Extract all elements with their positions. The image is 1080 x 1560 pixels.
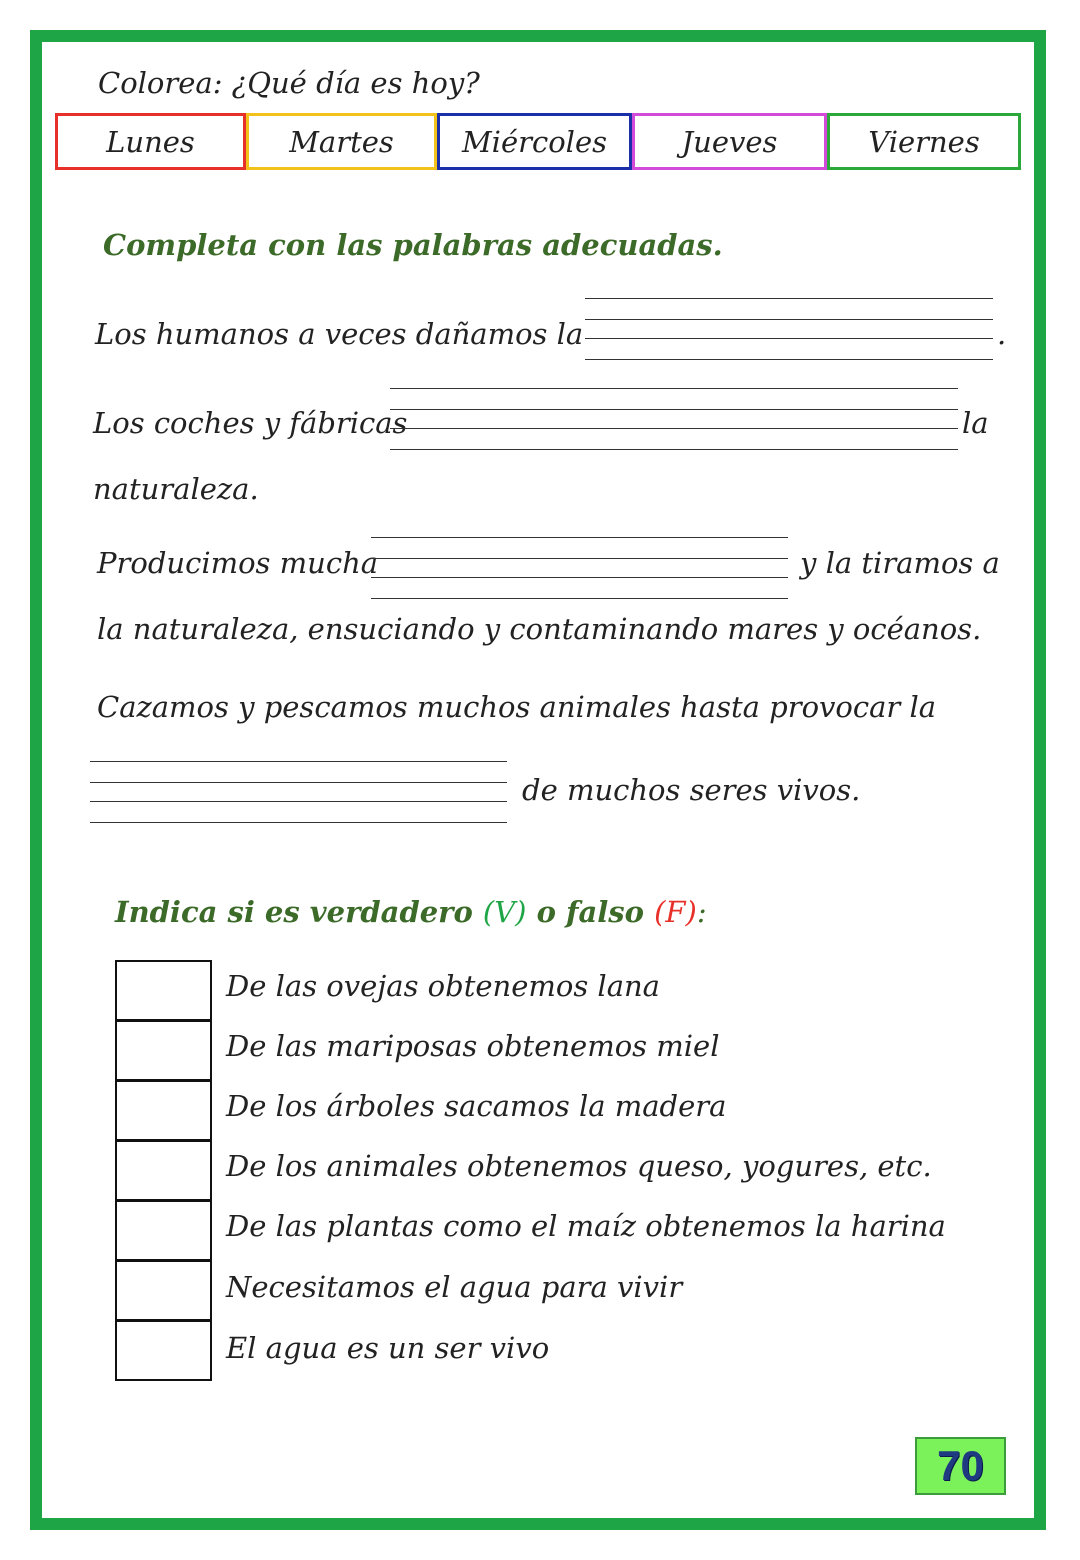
day-box-martes[interactable]: [246, 113, 437, 170]
answer-checkbox[interactable]: [115, 1140, 212, 1201]
day-label: Viernes: [868, 124, 980, 159]
statement-text: De los animales obtenemos queso, yogures, etc.: [226, 1149, 932, 1183]
answer-line-2[interactable]: [390, 388, 958, 452]
statement-text: De los árboles sacamos la madera: [226, 1089, 727, 1123]
statement-text: El agua es un ser vivo: [226, 1331, 550, 1365]
answer-checkbox[interactable]: [115, 1080, 212, 1141]
sentence-1-text: Los humanos a veces dañamos la: [95, 317, 584, 351]
sentence-4-after: de muchos seres vivos.: [522, 773, 861, 807]
answer-checkbox[interactable]: [115, 1320, 212, 1381]
page-number: 70: [915, 1437, 1006, 1495]
truefalse-heading-middle: o falso: [526, 895, 655, 929]
sentence-3-text: Producimos mucha: [97, 546, 379, 580]
truefalse-heading: [115, 895, 707, 929]
truefalse-heading-prefix: Indica si es verdadero: [115, 895, 483, 929]
statement-text: De las mariposas obtenemos miel: [226, 1029, 720, 1063]
day-box-miercoles[interactable]: [437, 113, 632, 170]
statement-text: De las ovejas obtenemos lana: [226, 969, 660, 1003]
true-label: (V): [482, 895, 527, 929]
day-label: Jueves: [681, 124, 778, 159]
sentence-3-continuation: la naturaleza, ensuciando y contaminando mares y océanos.: [97, 612, 982, 646]
answer-line-4[interactable]: [90, 761, 507, 825]
sentence-2-after: la: [962, 406, 989, 440]
sentence-3-after: y la tiramos a: [800, 546, 1000, 580]
day-prompt: Colorea: ¿Qué día es hoy?: [98, 66, 480, 100]
answer-checkbox[interactable]: [115, 960, 212, 1021]
answer-line-3[interactable]: [371, 537, 788, 601]
sentence-2-text: Los coches y fábricas: [93, 406, 408, 440]
sentence-4-text: Cazamos y pescamos muchos animales hasta provocar la: [97, 690, 937, 724]
answer-checkbox[interactable]: [115, 1020, 212, 1081]
statement-text: Necesitamos el agua para vivir: [226, 1270, 683, 1304]
truefalse-heading-suffix: :: [696, 895, 707, 929]
sentence-1-period: .: [997, 317, 1007, 351]
day-box-viernes[interactable]: [827, 113, 1021, 170]
false-label: (F): [654, 895, 697, 929]
complete-heading: Completa con las palabras adecuadas.: [103, 228, 723, 262]
day-label: Martes: [289, 124, 394, 159]
answer-checkbox[interactable]: [115, 1200, 212, 1261]
day-box-jueves[interactable]: [632, 113, 827, 170]
day-label: Lunes: [106, 124, 195, 159]
sentence-2-continuation: naturaleza.: [93, 472, 259, 506]
day-label: Miércoles: [461, 124, 607, 159]
day-box-lunes[interactable]: [55, 113, 246, 170]
answer-line-1[interactable]: [585, 298, 993, 362]
statement-text: De las plantas como el maíz obtenemos la harina: [226, 1209, 946, 1243]
answer-checkbox[interactable]: [115, 1260, 212, 1321]
